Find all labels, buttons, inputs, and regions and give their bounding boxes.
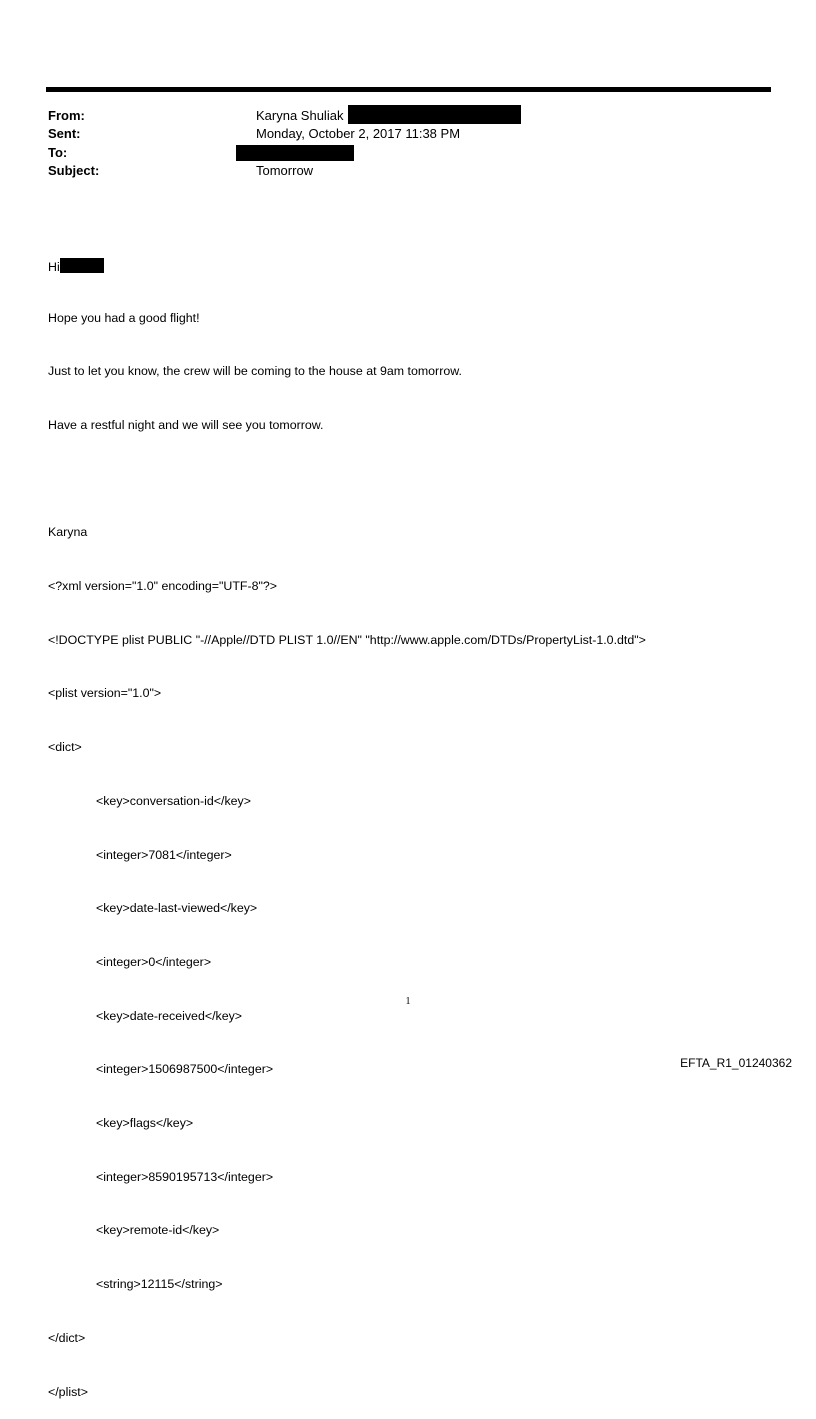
plist-entry: <integer>7081</integer>: [96, 847, 232, 862]
sent-label: Sent:: [48, 126, 81, 141]
plist-entry: <key>conversation-id</key>: [96, 793, 251, 808]
document-id: EFTA_R1_01240362: [680, 1056, 792, 1070]
subject-label: Subject:: [48, 163, 100, 178]
signature: Karyna: [48, 525, 88, 540]
plist-entry: <string>12115</string>: [96, 1277, 223, 1292]
sent-value: Monday, October 2, 2017 11:38 PM: [256, 126, 461, 141]
plist-entry: <integer>0</integer>: [96, 954, 212, 969]
plist-doctype: <!DOCTYPE plist PUBLIC "-//Apple//DTD PLIST 1.0//EN" "http://www.apple.com/DTDs/PropertyList-1.0.dtd">: [48, 632, 646, 647]
header-rule: [46, 87, 771, 92]
dict-open-tag: <dict>: [48, 740, 82, 755]
plist-entry: <key>date-received</key>: [96, 1008, 243, 1023]
greeting: Hi: [48, 259, 60, 274]
plist-entry: <integer>8590195713</integer>: [96, 1169, 274, 1184]
body-line: Have a restful night and we will see you tomorrow.: [48, 417, 324, 432]
plist-entry: <integer>1506987500</integer>: [96, 1062, 274, 1077]
from-label: From:: [48, 108, 85, 123]
dict-close-tag: </dict>: [48, 1330, 86, 1345]
to-label: To:: [48, 145, 68, 160]
plist-entry: <key>date-last-viewed</key>: [96, 901, 258, 916]
subject-value: Tomorrow: [256, 163, 314, 178]
redaction-from-email: [348, 105, 521, 124]
redaction-recipient-name: [60, 258, 104, 273]
redaction-to: [236, 145, 354, 161]
body-line: Hope you had a good flight!: [48, 310, 200, 325]
from-value: Karyna Shuliak: [256, 108, 344, 123]
plist-entry: <key>remote-id</key>: [96, 1223, 220, 1238]
page-number: 1: [405, 996, 411, 1007]
email-body: [48, 220, 646, 1419]
greeting-line: [48, 256, 646, 274]
body-line: Just to let you know, the crew will be coming to the house at 9am tomorrow.: [48, 364, 462, 379]
plist-close-tag: </plist>: [48, 1384, 88, 1399]
plist-open-tag: <plist version="1.0">: [48, 686, 162, 701]
plist-entry: <key>flags</key>: [96, 1116, 194, 1131]
blank-line: [48, 471, 646, 489]
plist-xml-declaration: <?xml version="1.0" encoding="UTF-8"?>: [48, 579, 278, 594]
